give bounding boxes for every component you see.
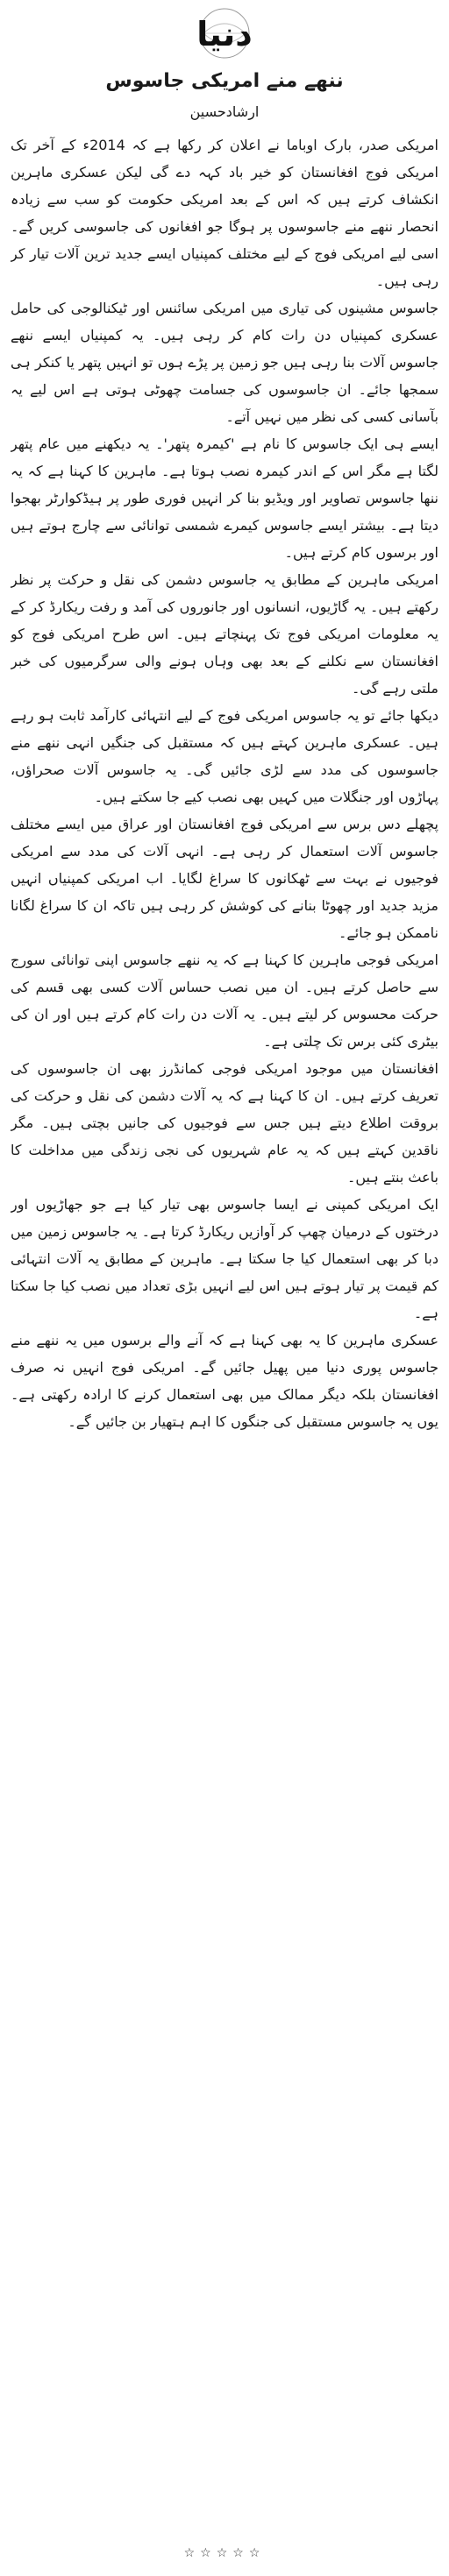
article-paragraph: ایک امریکی کمپنی نے ایسا جاسوس بھی تیار کیا ہے جو جھاڑیوں اور درختوں کے درمیان چھپ کر آوازیں ریکارڈ کرتا ہے۔ یہ جاسوس زمین میں دبا کر بھی استعمال کیا جا سکتا ہے۔ ماہرین کے مطابق یہ آلات انتہائی کم قیمت پر تیار ہوتے ہیں اس لیے انہیں بڑی تعداد میں نصب کیا جا سکتا ہے۔ (11, 1196, 438, 1321)
article-body (11, 131, 438, 2532)
article-headline: ننھے منے امریکی جاسوس (105, 70, 344, 92)
article-paragraph: امریکی فوجی ماہرین کا کہنا ہے کہ یہ ننھے جاسوس اپنی توانائی سورج سے حاصل کرتے ہیں۔ ان میں نصب حساس آلات کسی بھی قسم کی حرکت محسوس کر لیتے ہیں۔ یہ آلات دن رات کام کرتے ہیں اور ان کی بیٹری کئی برس تک چلتی ہے۔ (11, 952, 438, 1050)
article-paragraph: ایسے ہی ایک جاسوس کا نام ہے 'کیمرہ پتھر'۔ یہ دیکھنے میں عام پتھر لگتا ہے مگر اس کے اندر کیمرہ نصب ہوتا ہے۔ ماہرین کا کہنا ہے کہ یہ ننھا جاسوس تصاویر اور ویڈیو بنا کر انہیں فوری طور پر ہیڈکوارٹر بھجوا دیتا ہے۔ بیشتر ایسے جاسوس کیمرے شمسی توانائی سے چارج ہوتے ہیں اور برسوں کام کرتے ہیں۔ (11, 435, 438, 561)
article-paragraph: امریکی ماہرین کے مطابق یہ جاسوس دشمن کی نقل و حرکت پر نظر رکھتے ہیں۔ یہ گاڑیوں، انسانوں اور جانوروں کی آمد و رفت ریکارڈ کر کے یہ معلومات امریکی فوج تک پہنچاتے ہیں۔ اس طرح امریکی فوج کو افغانستان سے نکلنے کے بعد بھی وہاں ہونے والی سرگرمیوں کی خبر ملتی رہے گی۔ (11, 571, 438, 697)
article-paragraph: جاسوس مشینوں کی تیاری میں امریکی سائنس اور ٹیکنالوجی کی حامل عسکری کمپنیاں دن رات کام کر رہی ہیں۔ یہ کمپنیاں ایسے ننھے جاسوس آلات بنا رہی ہیں جو زمین پر پڑے ہوں تو انہیں پتھر یا کنکر ہی سمجھا جائے۔ ان جاسوسوں کی جسامت چھوٹی ہوتی ہے اس لیے یہ بآسانی کسی کی نظر میں نہیں آتے۔ (11, 300, 438, 425)
article-paragraph: پچھلے دس برس سے امریکی فوج افغانستان اور عراق میں ایسے مختلف جاسوس آلات استعمال کر رہی ہے۔ انہی آلات کی مدد سے امریکی فوجیوں نے بہت سے ٹھکانوں کا سراغ لگایا۔ اب امریکی کمپنیاں انہیں مزید جدید اور چھوٹا بنانے کی کوشش کر رہی ہیں تاکہ ان کا سراغ لگانا ناممکن ہو جائے۔ (11, 816, 438, 941)
article-paragraph: عسکری ماہرین کا یہ بھی کہنا ہے کہ آنے والے برسوں میں یہ ننھے منے جاسوس پوری دنیا میں پھیل جائیں گے۔ امریکی فوج انہیں نہ صرف افغانستان بلکہ دیگر ممالک میں بھی استعمال کرنے کا ارادہ رکھتی ہے۔ یوں یہ جاسوس مستقبل کی جنگوں کا اہم ہتھیار بن جائیں گے۔ (11, 1332, 438, 1430)
logo-text: دنیا (196, 15, 253, 53)
article-byline: ارشادحسین (189, 103, 260, 120)
article-paragraph: افغانستان میں موجود امریکی فوجی کمانڈرز بھی ان جاسوسوں کی تعریف کرتے ہیں۔ ان کا کہنا ہے کہ یہ آلات دشمن کی نقل و حرکت کی بروقت اطلاع دیتے ہیں جس سے فوجیوں کی جانیں بچتی ہیں۔ مگر ناقدین کہتے ہیں کہ یہ عام شہریوں کی نجی زندگی میں مداخلت کا باعث بنتے ہیں۔ (11, 1060, 438, 1185)
logo-emblem (172, 5, 277, 61)
article-paragraph: دیکھا جائے تو یہ جاسوس امریکی فوج کے لیے انتہائی کارآمد ثابت ہو رہے ہیں۔ عسکری ماہرین کہتے ہیں کہ مستقبل کی جنگیں انہی ننھے منے جاسوسوں کی مدد سے لڑی جائیں گی۔ یہ جاسوس آلات صحراؤں، پہاڑوں اور جنگلات میں کہیں بھی نصب کیے جا سکتے ہیں۔ (11, 707, 438, 805)
article-paragraph: امریکی صدر، بارک اوباما نے اعلان کر رکھا ہے کہ 2014ء کے آخر تک امریکی فوج افغانستان کو خیر باد کہہ دے گی لیکن عسکری ماہرین انکشاف کرتے ہیں کہ اس کے بعد امریکی حکومت کو سب سے زیادہ انحصار ننھے منے جاسوسوں پر ہوگا جو افغانوں کی جاسوسی کریں گے۔ اسی لیے امریکی فوج کے لیے مختلف کمپنیاں ایسے جدید ترین آلات تیار کر رہی ہیں۔ (11, 137, 438, 289)
end-of-article-ornament: ☆☆☆☆☆ (183, 2546, 266, 2560)
newspaper-logo (172, 5, 277, 61)
